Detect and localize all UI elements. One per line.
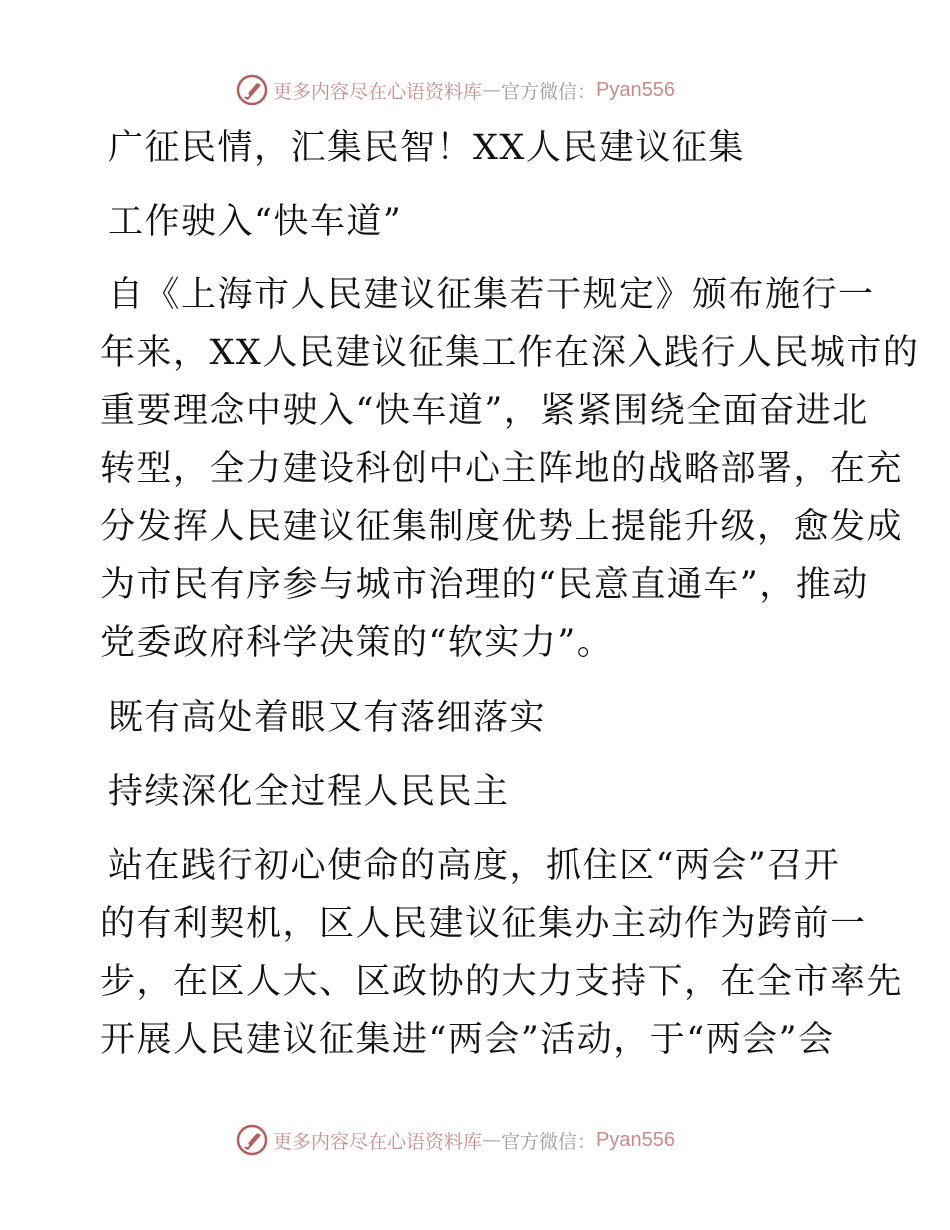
watermark-account: Pyan556 xyxy=(596,78,675,101)
watermark-separator: — xyxy=(482,79,502,101)
watermark-footer xyxy=(235,1122,675,1158)
pen-nib-logo-icon xyxy=(235,1123,269,1157)
para1-line: 为市民有序参与城市治理的“民意直通车”，推动 xyxy=(100,565,869,605)
title-line-2: 工作驶入“快车道” xyxy=(108,202,403,242)
watermark-text: 更多内容尽在心语资料库 xyxy=(273,1130,483,1153)
watermark-label: 官方微信： xyxy=(501,1130,597,1153)
section-heading-line-2: 持续深化全过程人民民主 xyxy=(108,772,510,812)
watermark-text: 更多内容尽在心语资料库 xyxy=(273,80,483,103)
title-line-1: 广征民情，汇集民智！XX人民建议征集 xyxy=(108,128,745,168)
section-heading-line-1: 既有高处着眼又有落细落实 xyxy=(108,698,547,738)
watermark-header xyxy=(235,72,675,108)
para2-line: 站在践行初心使命的高度，抓住区“两会”召开 xyxy=(108,846,841,886)
pen-nib-logo-icon xyxy=(235,73,269,107)
watermark-label: 官方微信： xyxy=(501,80,597,103)
para1-line: 自《上海市人民建议征集若干规定》颁布施行一 xyxy=(108,275,875,315)
para1-line: 分发挥人民建议征集制度优势上提能升级，愈发成 xyxy=(100,507,904,547)
watermark-separator: — xyxy=(482,1129,502,1151)
para2-line: 步，在区人大、区政协的大力支持下，在全市率先 xyxy=(100,962,904,1002)
watermark-account: Pyan556 xyxy=(596,1128,675,1151)
para2-line: 的有利契机，区人民建议征集办主动作为跨前一 xyxy=(100,904,867,944)
para1-line: 转型，全力建设科创中心主阵地的战略部署，在充 xyxy=(100,449,904,489)
para1-line: 党委政府科学决策的“软实力”。 xyxy=(100,623,614,663)
para1-line: 年来，XX人民建议征集工作在深入践行人民城市的 xyxy=(100,333,920,373)
para1-line: 重要理念中驶入“快车道”，紧紧围绕全面奋进北 xyxy=(100,391,869,431)
para2-line: 开展人民建议征集进“两会”活动，于“两会”会 xyxy=(100,1020,835,1060)
